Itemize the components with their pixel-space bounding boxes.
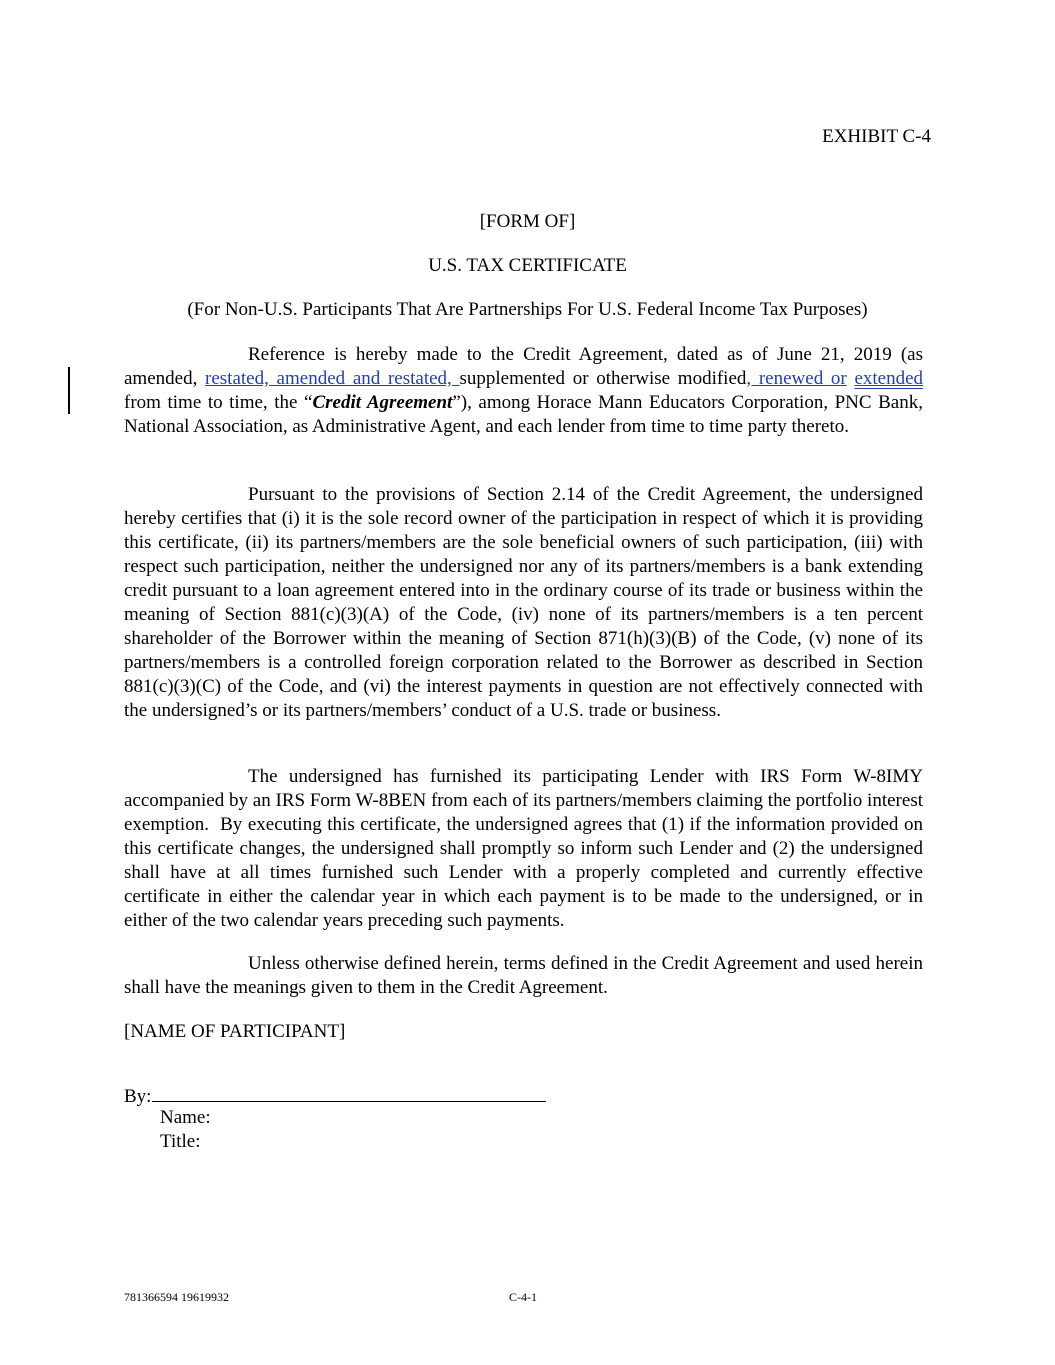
signature-line xyxy=(124,1082,546,1109)
defined-term: Credit Agreement xyxy=(312,392,453,413)
paragraph-forms: The undersigned has furnished its participating Lender with IRS Form W-8IMY accompanied by an IRS Form W-8BEN from each of its partners/members claiming the portfolio interest exemption. By executing this certificate, the undersigned agrees that (1) if the information provided on this certificate changes, the undersigned shall promptly so inform such Lender and (2) the undersigned shall have at all times furnished such Lender with a properly completed and currently effective certificate in either the calendar year in which each payment is to be made to the undersigned, or in either of the two calendar years preceding such payments. xyxy=(124,766,923,931)
revision-bar xyxy=(68,367,70,414)
document-subtitle: (For Non-U.S. Participants That Are Partnerships For U.S. Federal Income Tax Purposes) xyxy=(187,299,868,320)
name-label: Name: xyxy=(160,1107,211,1128)
exhibit-label: EXHIBIT C-4 xyxy=(822,126,931,147)
inserted-text: extended xyxy=(854,368,924,389)
document-title: U.S. TAX CERTIFICATE xyxy=(428,255,627,276)
footer-page-number: C-4-1 xyxy=(509,1290,537,1304)
paragraph-reference: Reference is hereby made to the Credit Agreement, dated as of June 21, 2019 (as amended, restated, amended and restated, supplemented or otherwise modified, renewed or extended from time to time, the “Credit Agreement”), among Horace Mann Educators Corporation, PNC Bank, National Association, as Administrative Agent, and each lender from time to time party thereto. xyxy=(124,344,924,437)
inserted-text: , renewed or xyxy=(746,368,847,389)
title-label: Title: xyxy=(160,1131,201,1152)
form-of-heading: [FORM OF] xyxy=(479,211,576,232)
paragraph-certification: Pursuant to the provisions of Section 2.14 of the Credit Agreement, the undersigned hereby certifies that (i) it is the sole record owner of the participation in respect of which it is providing this certificate, (ii) its partners/members are the sole beneficial owners of such participation, (iii) with respect such participation, neither the undersigned nor any of its partners/members is a bank extending credit pursuant to a loan agreement entered into in the ordinary course of its trade or business within the meaning of Section 881(c)(3)(A) of the Code, (iv) none of its partners/members is a ten percent shareholder of the Borrower within the meaning of Section 871(h)(3)(B) of the Code, (v) none of its partners/members is a controlled foreign corporation related to the Borrower as described in Section 881(c)(3)(C) of the Code, and (vi) the interest payments in question are not effectively connected with the undersigned’s or its partners/members’ conduct of a U.S. trade or business. xyxy=(124,484,923,721)
inserted-text: restated, amended and restated, xyxy=(205,368,460,389)
paragraph-definitions: Unless otherwise defined herein, terms defined in the Credit Agreement and used herein shall have the meanings given to them in the Credit Agreement. xyxy=(124,953,923,998)
footer-doc-id: 781366594 19619932 xyxy=(124,1290,229,1304)
by-label: By: xyxy=(124,1086,152,1107)
participant-name: [NAME OF PARTICIPANT] xyxy=(124,1021,346,1042)
signature-rule xyxy=(152,1082,546,1102)
